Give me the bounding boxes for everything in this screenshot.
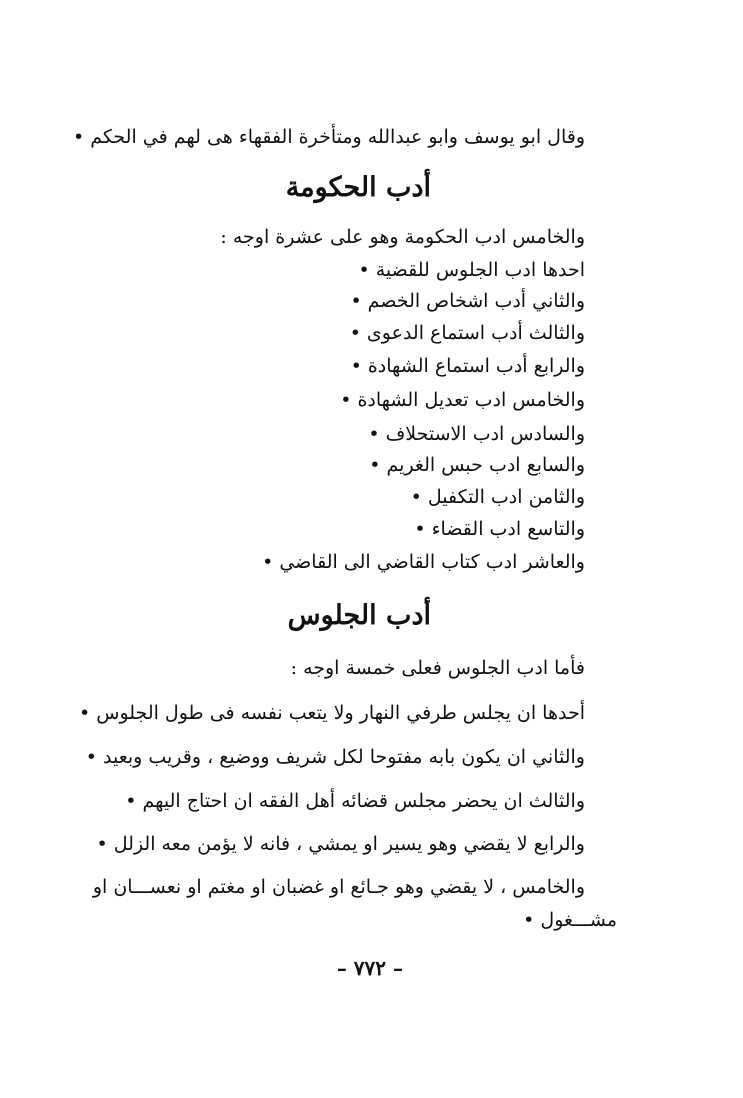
list-item: والرابع لا يقضي وهو يسير او يمشي ، فانه لا يؤمن معه الزلل •	[96, 833, 585, 855]
list-item: والعاشر ادب كتاب القاضي الى القاضي •	[262, 551, 585, 573]
list-item: احدها ادب الجلوس للقضية •	[358, 259, 585, 281]
section-heading-judgment-etiquette: أدب الحكومة	[285, 172, 431, 203]
section2-lead: فأما ادب الجلوس فعلى خمسة اوجه :	[290, 657, 585, 679]
page-number: – ٧٧٢ –	[336, 956, 403, 980]
list-item: والثاني ان يكون بابه مفتوحا لكل شريف ووضيع ، وقريب وبعيد •	[85, 746, 585, 768]
list-item: والسابع ادب حبس الغريم •	[369, 454, 585, 476]
list-item: والخامس ، لا يقضي وهو جـائع او غضبان او مغتم او نعســـان او	[92, 876, 585, 898]
intro-paragraph: وقال ابو يوسف وابو عبدالله ومتأخرة الفقهاء هى لهم في الحكم •	[73, 126, 585, 148]
section-heading-sitting-etiquette: أدب الجلوس	[287, 600, 431, 631]
list-item: والتاسع ادب القضاء •	[414, 518, 585, 540]
list-item: والثالث ان يحضر مجلس قضائه أهل الفقه ان احتاج اليهم •	[125, 790, 585, 812]
list-item: والثالث أدب استماع الدعوى •	[349, 322, 585, 344]
list-item: والثاني أدب اشخاص الخصم •	[350, 290, 585, 312]
list-item: والرابع أدب استماع الشهادة •	[350, 355, 585, 377]
list-item: أحدها ان يجلس طرفي النهار ولا يتعب نفسه فى طول الجلوس •	[79, 702, 585, 724]
section1-lead: والخامس ادب الحكومة وهو على عشرة اوجه :	[220, 226, 585, 248]
list-item-continuation: مشـــغول •	[523, 909, 617, 931]
list-item: والثامن ادب التكفيل •	[410, 486, 585, 508]
list-item: والخامس ادب تعديل الشهادة •	[340, 389, 585, 411]
list-item: والسادس ادب الاستحلاف •	[368, 423, 585, 445]
